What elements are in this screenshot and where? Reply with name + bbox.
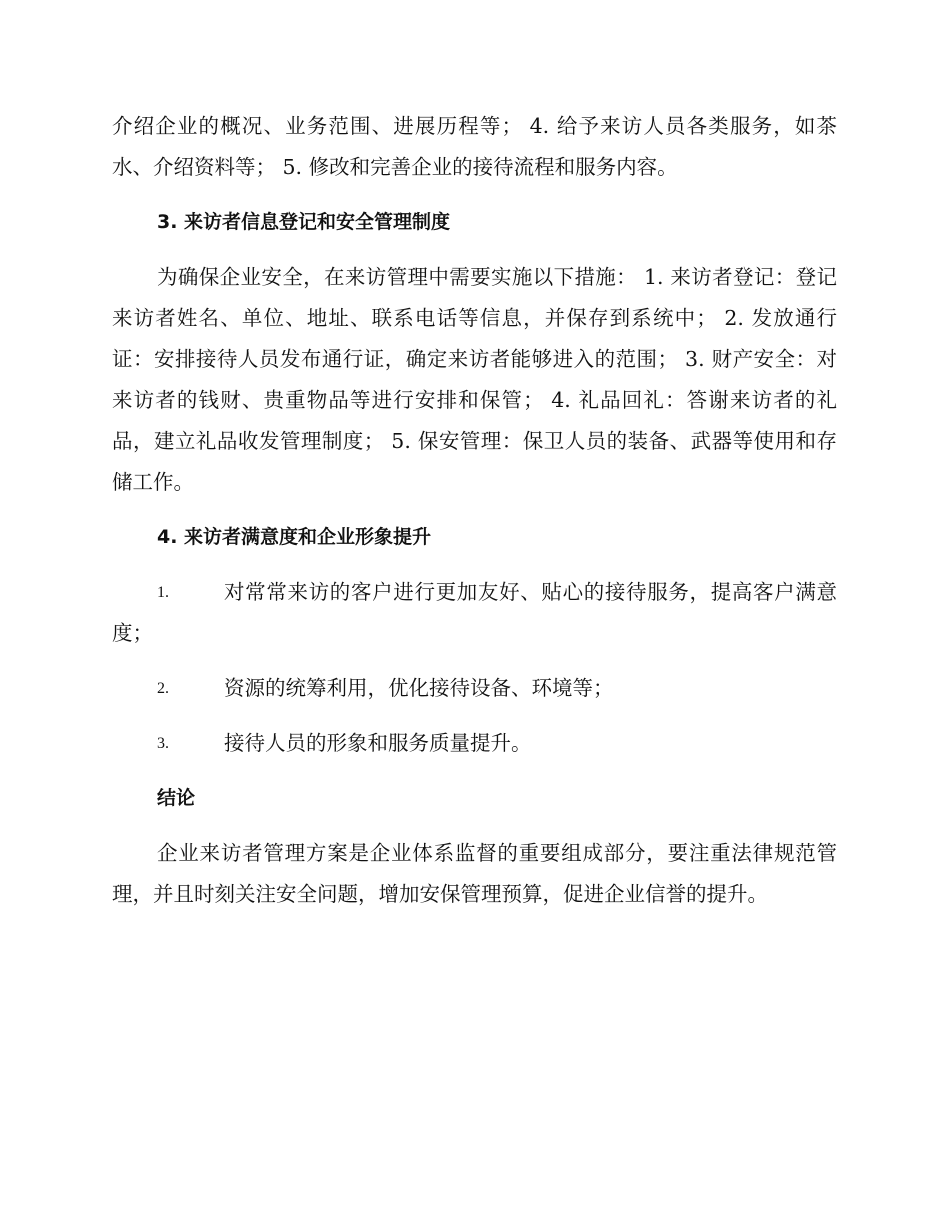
list-item xyxy=(112,723,837,764)
list-item-number: 1. xyxy=(157,584,169,601)
list-item-text: 对常常来访的客户进行更加友好、贴心的接待服务，提高客户满意度； xyxy=(112,580,837,645)
list-item-text: 资源的统筹利用，优化接待设备、环境等； xyxy=(224,676,614,700)
conclusion-paragraph: 企业来访者管理方案是企业体系监督的重要组成部分，要注重法律规范管理，并且时刻关注安全问题，增加安保管理预算，促进企业信誉的提升。 xyxy=(112,841,837,906)
list-item-number: 2. xyxy=(157,680,169,697)
section-3-heading: 3. 来访者信息登记和安全管理制度 xyxy=(157,211,451,233)
list-item-number: 3. xyxy=(157,735,169,752)
section-3-paragraph: 为确保企业安全，在来访管理中需要实施以下措施： 1. 来访者登记：登记来访者姓名、单位、地址、联系电话等信息，并保存到系统中； 2. 发放通行证：安排接待人员发布通行证，确定来访者能够进入的范围； 3. 财产安全：对来访者的钱财、贵重物品等进行安排和保管； 4. 礼品回礼：答谢来访者的礼品，建立礼品收发管理制度； 5. 保安管理：保卫人员的装备、武器等使用和存储工作。 xyxy=(112,265,837,494)
intro-continuation-paragraph: 介绍企业的概况、业务范围、进展历程等； 4. 给予来访人员各类服务，如茶水、介绍资料等； 5. 修改和完善企业的接待流程和服务内容。 xyxy=(112,114,837,179)
section-4-heading: 4. 来访者满意度和企业形象提升 xyxy=(157,526,432,548)
conclusion-heading: 结论 xyxy=(157,787,196,809)
list-item xyxy=(112,572,837,654)
list-item-text: 接待人员的形象和服务质量提升。 xyxy=(224,731,532,755)
document-page xyxy=(112,106,837,915)
list-item xyxy=(112,668,837,709)
